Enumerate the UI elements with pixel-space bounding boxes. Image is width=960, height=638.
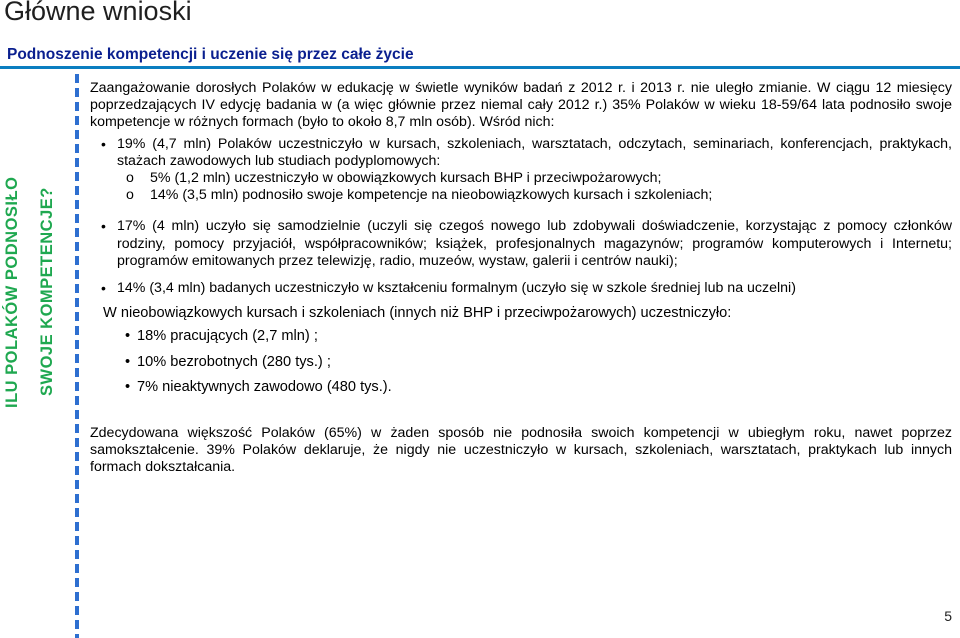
intro-paragraph	[90, 80, 952, 132]
list-item: o 5% (1,2 mln) uczestniczyło w obowiązkowych kursach BHP i przeciwpożarowych;	[117, 170, 952, 187]
findings-list	[90, 136, 952, 298]
side-label-secondary: SWOJE KOMPETENCJE?	[38, 187, 56, 396]
page-title: Główne wnioski	[4, 0, 192, 26]
page-subtitle: Podnoszenie kompetencji i uczenie się przez całe życie	[7, 46, 414, 63]
list-item: • 17% (4 mln) uczyło się samodzielnie (uczyli się czegoś nowego lub zdobywali doświadczenie, korzystając z pomocy członków rodziny, pomocy przyjaciół, współpracowników; książek, profesjonalnych magazynów; programów komputerowych i Internetu; programów emitowanych przez telewizję, radio, muzeów, wystaw, galerii i centrów nauki);	[90, 218, 952, 270]
list-item: • 18% pracujących (2,7 mln) ;	[90, 328, 952, 345]
nonformal-heading: W nieobowiązkowych kursach i szkoleniach (innych niż BHP i przeciwpożarowych) uczestniczyło:	[103, 305, 732, 322]
header-rule	[0, 66, 960, 69]
dashed-divider	[75, 74, 79, 638]
list-item: • 7% nieaktywnych zawodowo (480 tys.).	[90, 379, 952, 396]
list-item: o 14% (3,5 mln) podnosiło swoje kompetencje na nieobowiązkowych kursach i szkoleniach;	[117, 187, 952, 204]
nonformal-list	[90, 328, 952, 396]
list-item	[90, 136, 952, 205]
main-content	[90, 80, 952, 405]
conclusion-paragraph: Zdecydowana większość Polaków (65%) w żaden sposób nie podnosiła swoich kompetencji w ubiegłym roku, nawet poprzez samokształcenie. 39% Polaków deklaruje, że nigdy nie uczestniczyło w kursach, szkoleniach, warsztatach, praktykach lub innych formach dokształcania.	[90, 425, 952, 476]
intro-part-c: ) 35% Polaków w wieku 18-59/64 lata podnosiło swoje kompetencje w różnych formach (było to około 8,7 mln osób). Wśród nich:	[90, 97, 952, 131]
intro-part-b: W ciągu 12 miesięcy poprzedzających IV edycję badania w (a więc głównie przez niemal cały 2012 r.	[90, 80, 952, 114]
page-number: 5	[944, 608, 952, 624]
finding-courses: 19% (4,7 mln) Polaków uczestniczyło w kursach, szkoleniach, warsztatach, odczytach, seminariach, konferencjach, praktykach, stażach zawodowych lub studiach podyplomowych:	[117, 135, 952, 169]
list-item: • 14% (3,4 mln) badanych uczestniczyło w kształceniu formalnym (uczyło się w szkole średniej lub na uczelni)	[90, 280, 952, 297]
list-item: • 10% bezrobotnych (280 tys.) ;	[90, 354, 952, 371]
side-label-primary: ILU POLAKÓW PODNOSIŁO	[3, 176, 21, 408]
intro-part-a: Zaangażowanie dorosłych Polaków w edukację w świetle wyników badań z 2012 r. i 2013 r. nie uległo zmianie.	[90, 80, 812, 96]
courses-sub-list	[117, 170, 952, 204]
